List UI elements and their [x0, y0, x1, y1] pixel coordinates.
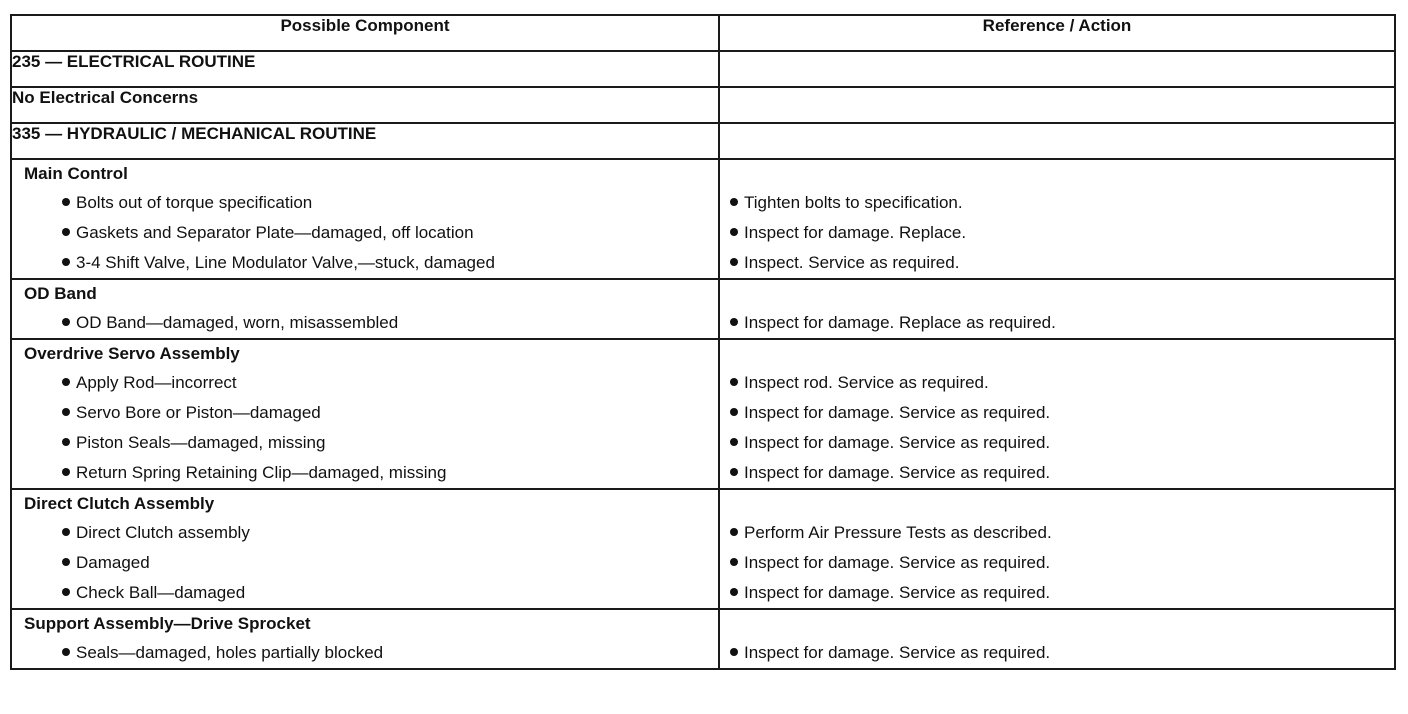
list-item — [720, 518, 1394, 548]
list-item — [12, 308, 718, 338]
group-title: Main Control — [24, 164, 128, 183]
group-row — [11, 489, 1395, 609]
list-item — [720, 218, 1394, 248]
list-item — [720, 308, 1394, 338]
action-text: Inspect for damage. Replace. — [744, 223, 967, 242]
list-item — [12, 368, 718, 398]
action-text: Inspect for damage. Service as required. — [744, 463, 1051, 482]
bullet-icon — [730, 408, 738, 416]
action-cell — [719, 159, 1395, 279]
component-text: Return Spring Retaining Clip—damaged, missing — [76, 463, 447, 482]
list-item — [12, 458, 718, 488]
list-item — [720, 368, 1394, 398]
list-item — [720, 638, 1394, 668]
component-text: Bolts out of torque specification — [76, 193, 313, 212]
action-text: Inspect for damage. Service as required. — [744, 583, 1051, 602]
component-text: Apply Rod—incorrect — [76, 373, 237, 392]
list-item — [12, 218, 718, 248]
bullet-icon — [62, 318, 70, 326]
bullet-icon — [730, 468, 738, 476]
empty-cell — [719, 87, 1395, 123]
bullet-icon — [62, 408, 70, 416]
list-item — [720, 188, 1394, 218]
group-row — [11, 609, 1395, 669]
list-item — [12, 398, 718, 428]
component-text: Gaskets and Separator Plate—damaged, off location — [76, 223, 474, 242]
bullet-icon — [62, 558, 70, 566]
bullet-icon — [62, 648, 70, 656]
list-item — [720, 428, 1394, 458]
empty-cell — [719, 51, 1395, 87]
list-item — [12, 548, 718, 578]
empty-cell — [719, 123, 1395, 159]
list-item — [720, 578, 1394, 608]
component-cell — [11, 279, 719, 339]
action-text: Inspect. Service as required. — [744, 253, 960, 272]
section-title: No Electrical Concerns — [11, 87, 719, 123]
group-title: Direct Clutch Assembly — [24, 494, 215, 513]
bullet-icon — [62, 528, 70, 536]
component-text: 3-4 Shift Valve, Line Modulator Valve,—stuck, damaged — [76, 253, 495, 272]
bullet-icon — [62, 468, 70, 476]
component-cell — [11, 339, 719, 489]
action-cell — [719, 279, 1395, 339]
bullet-icon — [730, 318, 738, 326]
bullet-icon — [730, 258, 738, 266]
action-cell — [719, 339, 1395, 489]
bullet-icon — [730, 588, 738, 596]
bullet-icon — [730, 438, 738, 446]
action-text: Tighten bolts to specification. — [744, 193, 963, 212]
group-row — [11, 279, 1395, 339]
list-item — [12, 428, 718, 458]
bullet-icon — [730, 198, 738, 206]
section-title: 235 — ELECTRICAL ROUTINE — [11, 51, 719, 87]
section-row — [11, 51, 1395, 87]
component-text: Piston Seals—damaged, missing — [76, 433, 326, 452]
group-title: Support Assembly—Drive Sprocket — [24, 614, 311, 633]
component-text: Check Ball—damaged — [76, 583, 246, 602]
bullet-icon — [730, 648, 738, 656]
header-possible-component: Possible Component — [11, 15, 719, 51]
list-item — [12, 518, 718, 548]
bullet-icon — [730, 228, 738, 236]
table-header-row — [11, 15, 1395, 51]
section-row — [11, 87, 1395, 123]
list-item — [12, 188, 718, 218]
component-text: Servo Bore or Piston—damaged — [76, 403, 321, 422]
component-cell — [11, 489, 719, 609]
section-row — [11, 123, 1395, 159]
group-title: OD Band — [24, 284, 97, 303]
component-cell — [11, 609, 719, 669]
diagnosis-table — [10, 14, 1396, 670]
bullet-icon — [730, 558, 738, 566]
bullet-icon — [62, 438, 70, 446]
list-item — [720, 548, 1394, 578]
bullet-icon — [62, 378, 70, 386]
list-item — [12, 638, 718, 668]
action-text: Inspect for damage. Service as required. — [744, 553, 1051, 572]
action-text: Inspect for damage. Service as required. — [744, 643, 1051, 662]
component-cell — [11, 159, 719, 279]
action-cell — [719, 609, 1395, 669]
list-item — [12, 248, 718, 278]
component-text: OD Band—damaged, worn, misassembled — [76, 313, 399, 332]
action-cell — [719, 489, 1395, 609]
action-text: Perform Air Pressure Tests as described. — [744, 523, 1052, 542]
group-title: Overdrive Servo Assembly — [24, 344, 240, 363]
bullet-icon — [730, 528, 738, 536]
component-text: Damaged — [76, 553, 150, 572]
header-reference-action: Reference / Action — [719, 15, 1395, 51]
bullet-icon — [62, 228, 70, 236]
bullet-icon — [730, 378, 738, 386]
action-text: Inspect for damage. Replace as required. — [744, 313, 1056, 332]
list-item — [720, 248, 1394, 278]
component-text: Seals—damaged, holes partially blocked — [76, 643, 384, 662]
list-item — [720, 398, 1394, 428]
action-text: Inspect for damage. Service as required. — [744, 403, 1051, 422]
group-row — [11, 339, 1395, 489]
component-text: Direct Clutch assembly — [76, 523, 250, 542]
list-item — [720, 458, 1394, 488]
list-item — [12, 578, 718, 608]
bullet-icon — [62, 198, 70, 206]
action-text: Inspect for damage. Service as required. — [744, 433, 1051, 452]
section-title: 335 — HYDRAULIC / MECHANICAL ROUTINE — [11, 123, 719, 159]
bullet-icon — [62, 258, 70, 266]
group-row — [11, 159, 1395, 279]
bullet-icon — [62, 588, 70, 596]
action-text: Inspect rod. Service as required. — [744, 373, 989, 392]
